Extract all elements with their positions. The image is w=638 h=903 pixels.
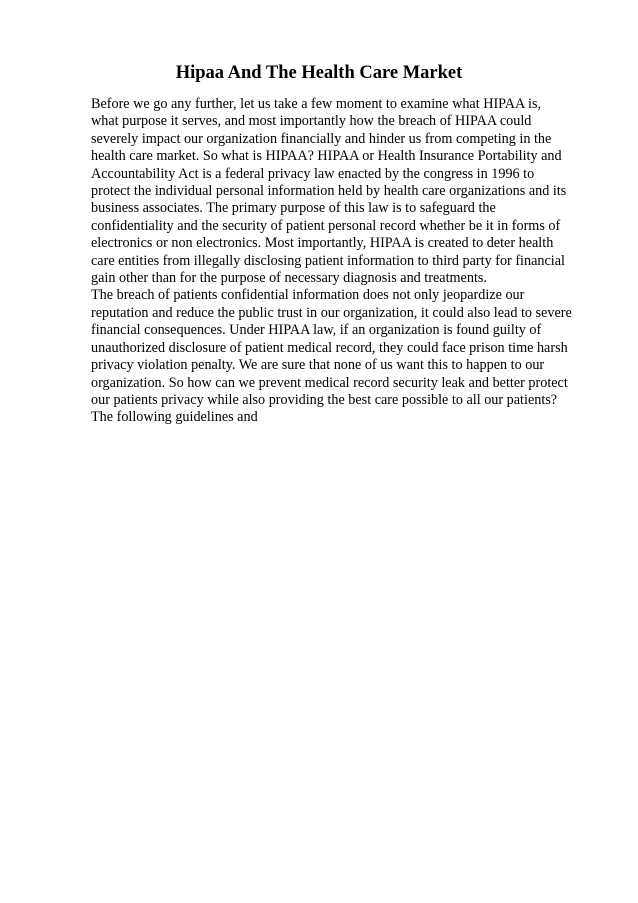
paragraph-line: reputation and reduce the public trust in our organization, it could also lead to severe: [91, 304, 572, 321]
paragraph-line: privacy violation penalty. We are sure that none of us want this to happen to our: [91, 357, 545, 374]
paragraph-line: care entities from illegally disclosing patient information to third party for financial: [91, 252, 565, 269]
document-body: [91, 96, 591, 427]
paragraph-line: confidentiality and the security of patient personal record whether be it in forms of: [91, 217, 561, 234]
paragraph-line: The following guidelines and: [91, 409, 258, 426]
paragraph-line: gain other than for the purpose of necessary diagnosis and treatments.: [91, 270, 487, 287]
paragraph-line: unauthorized disclosure of patient medical record, they could face prison time harsh: [91, 339, 568, 356]
paragraph-line: electronics or non electronics. Most importantly, HIPAA is created to deter health: [91, 235, 554, 252]
document-title: Hipaa And The Health Care Market: [175, 63, 463, 83]
paragraph-2: [91, 287, 591, 426]
paragraph-line: severely impact our organization financially and hinder us from competing in the: [91, 130, 552, 147]
paragraph-line: our patients privacy while also providing the best care possible to all our patients?: [91, 391, 558, 408]
paragraph-line: Accountability Act is a federal privacy law enacted by the congress in 1996 to: [91, 165, 535, 182]
paragraph-line: Before we go any further, let us take a few moment to examine what HIPAA is,: [91, 96, 542, 112]
paragraph-line: what purpose it serves, and most importantly how the breach of HIPAA could: [91, 113, 532, 130]
paragraph-line: organization. So how can we prevent medical record security leak and better protect: [91, 374, 568, 391]
paragraph-line: The breach of patients confidential information does not only jeopardize our: [91, 287, 525, 304]
paragraph-line: financial consequences. Under HIPAA law, if an organization is found guilty of: [91, 322, 542, 339]
paragraph-line: health care market. So what is HIPAA? HIPAA or Health Insurance Portability and: [91, 148, 562, 165]
paragraph-line: protect the individual personal information held by health care organizations and its: [91, 183, 567, 200]
paragraph-1: [91, 96, 591, 287]
paragraph-line: business associates. The primary purpose of this law is to safeguard the: [91, 200, 496, 217]
